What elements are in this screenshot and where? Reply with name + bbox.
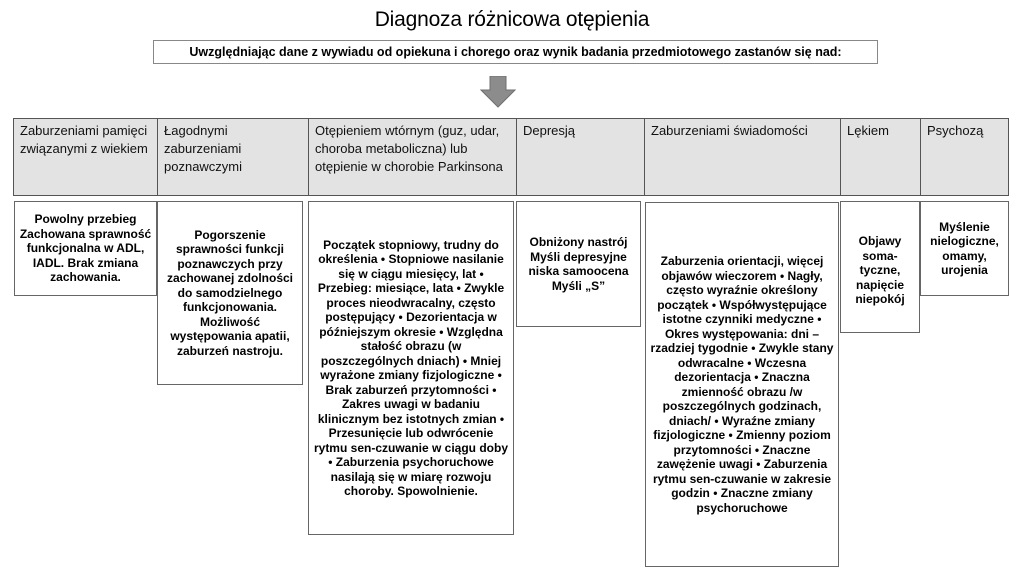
header-anxiety: Lękiem xyxy=(840,118,920,196)
header-depression: Depresją xyxy=(516,118,644,196)
header-secondary-dementia: Otępieniem wtórnym (guz, udar, choroba metaboliczna) lub otępienie w chorobie Parkinsona xyxy=(308,118,516,196)
description-mild-cognitive-impairment: Pogorszenie sprawności funkcji poznawczych przy zachowanej zdolności do samodzielnego funkcjonowania. Możliwość występowania apatii, zaburzeń nastroju. xyxy=(157,201,303,385)
header-psychosis: Psychozą xyxy=(920,118,1009,196)
header-consciousness-disorders: Zaburzeniami świadomości xyxy=(644,118,840,196)
header-age-related-memory: Zaburzeniami pamięci związanymi z wiekiem xyxy=(20,123,148,156)
description-secondary-dementia: Początek stopniowy, trudny do określenia • Stopniowe nasilanie się w ciągu miesięcy, lat • Przebieg: miesiące, lata • Zwykle proces nieodwracalny, często postępujący • Dezorientacja w późniejszym okresie • Względna stałość obrazu (w poszczególnych dniach) • Mniej wyrażone zmiany fizjologiczne • Brak zaburzeń przytomności • Zakres uwagi w badaniu klinicznym bez istotnych zmian • Przesunięcie lub odwrócenie rytmu sen-czuwanie w ciągu doby • Zaburzenia psychoruchowe nasilają się w miarę rozwoju choroby. Spowolnienie. xyxy=(308,201,514,535)
description-consciousness-disorders: Zaburzenia orientacji, więcej objawów wieczorem • Nagły, często wyraźnie określony początek • Współwystępujące istotne czynniki medyczne • Okres występowania: dni – rzadziej tygodnie • Zwykle stany odwracalne • Wczesna dezorientacja • Znaczna zmienność obrazu /w poszczególnych godzinach, dniach/ • Wyraźne zmiany fizjologiczne • Zmienny poziom przytomności • Znaczne zawężenie uwagi • Zaburzenia rytmu sen-czuwanie w zakresie godzin • Znaczne zmiany psychoruchowe xyxy=(645,202,839,567)
description-anxiety: Objawy soma-tyczne, napięcie niepokój xyxy=(840,201,920,333)
description-depression: Obniżony nastrój Myśli depresyjne niska samoocena Myśli „S” xyxy=(516,201,641,327)
description-psychosis: Myślenie nielogiczne, omamy, urojenia xyxy=(920,201,1009,296)
diagram-title: Diagnoza różnicowa otępienia xyxy=(374,8,650,31)
diagram-subtitle: Uwzględniając dane z wywiadu od opiekuna i chorego oraz wynik badania przedmiotowego zastanów się nad: xyxy=(153,40,878,64)
header-mild-cognitive-impairment: Łagodnymi zaburzeniami poznawczymi xyxy=(157,118,308,196)
description-age-related-memory: Powolny przebieg Zachowana sprawność funkcjonalna w ADL, IADL. Brak zmiana zachowania. xyxy=(14,201,157,296)
down-arrow-icon xyxy=(480,76,516,108)
